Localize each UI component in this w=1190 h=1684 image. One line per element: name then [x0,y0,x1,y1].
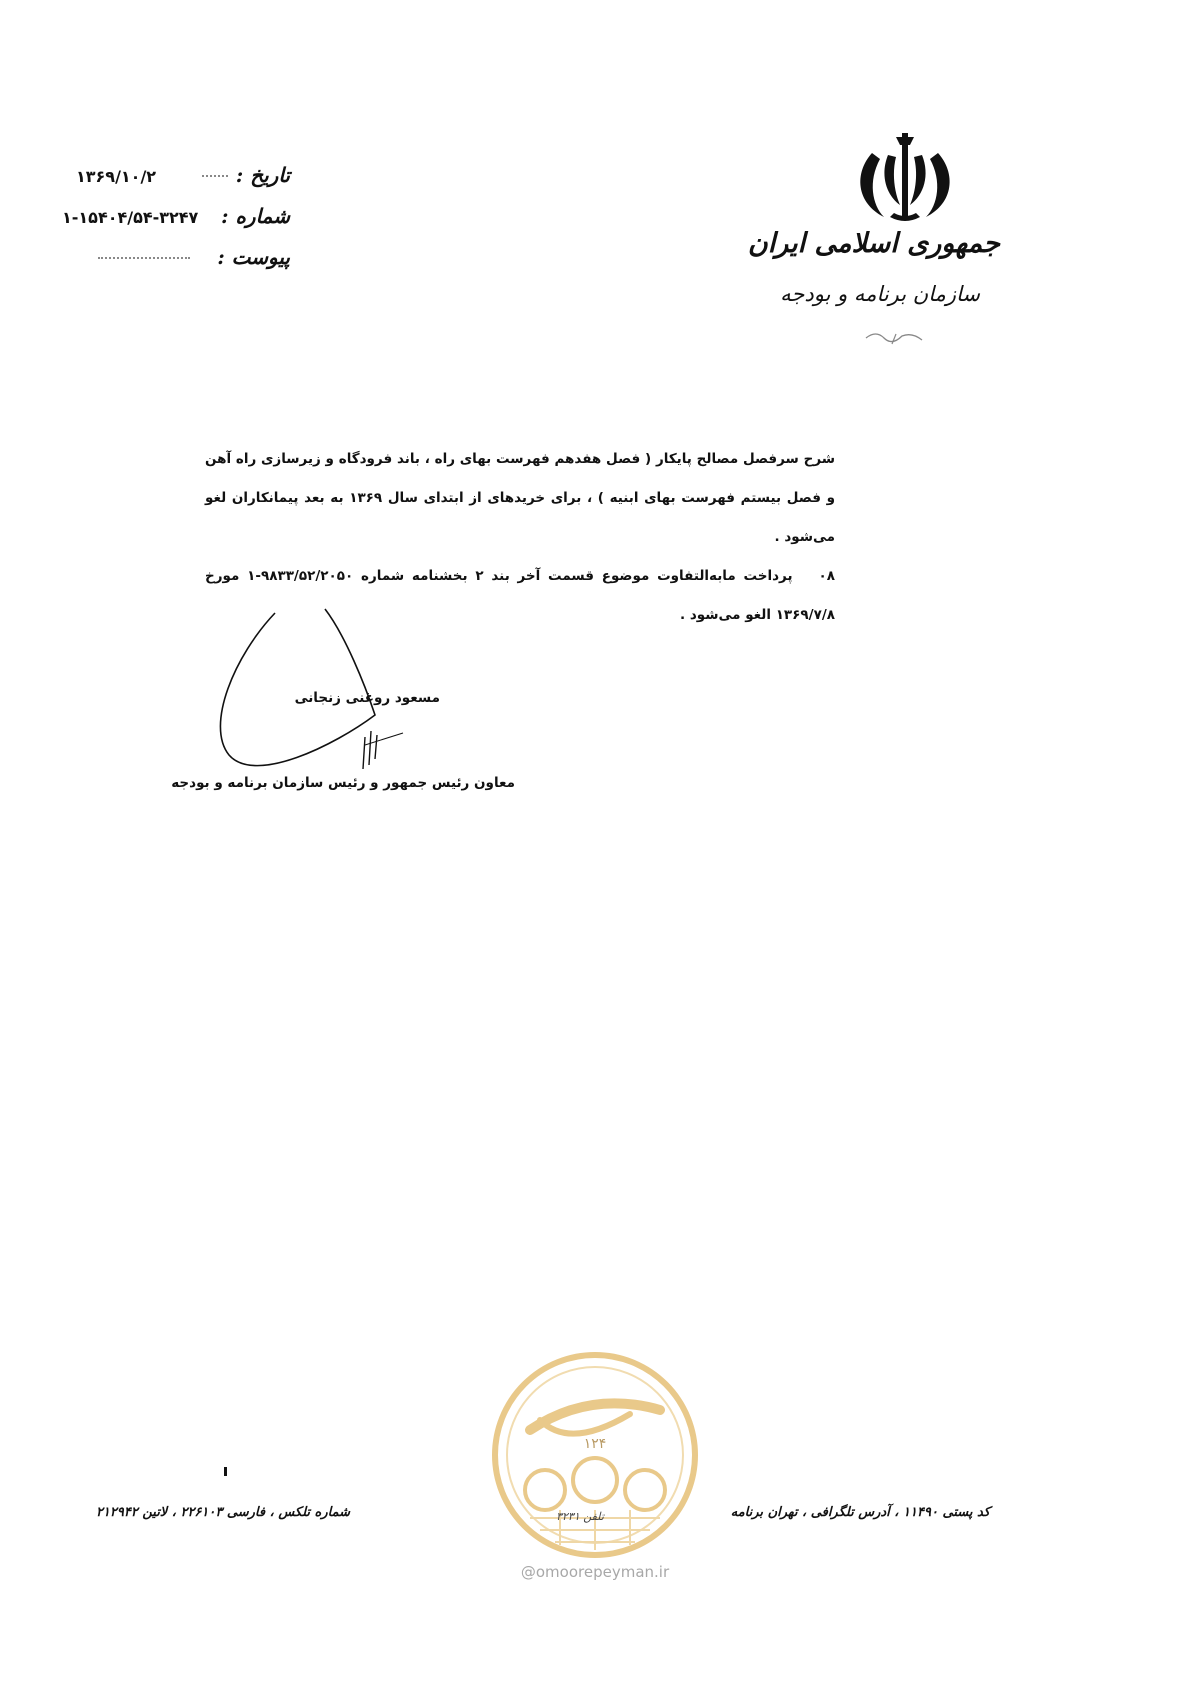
dotted-line [202,175,228,177]
signer-title: معاون رئیس جمهور و رئیس سازمان برنامه و بودجه [171,775,515,791]
item-number: ۰۸ [818,568,836,584]
svg-text:۱۲۴: ۱۲۴ [583,1436,607,1452]
dotted-line [98,257,190,259]
number-row [50,204,290,234]
watermark-stamp [490,1350,700,1560]
footer-address: کد پستی ۱۱۴۹۰ ، آدرس تلگرافی ، تهران برنامه [730,1505,990,1520]
footer-phone: تلفن ۳۲۳۱ [556,1510,604,1523]
handwritten-mark [862,320,932,350]
attachment-row [50,245,290,275]
letterhead-country: جمهوری اسلامی ایران [747,228,1000,259]
scan-speck [224,1467,227,1476]
footer-telex: شماره تلکس ، فارسی ۲۲۶۱۰۳ ، لاتین ۲۱۲۹۴۲ [95,1505,350,1520]
iran-emblem-icon [850,125,960,225]
date-label: تاریخ : [235,163,290,187]
number-value: ۱-۱۵۴۰۴/۵۴-۳۲۴۷ [62,208,199,227]
number-label: شماره : [221,204,290,228]
watermark-handle: @omoorepeyman.ir [520,1563,670,1581]
body-paragraph: شرح سرفصل مصالح پایکار ( فصل هفدهم فهرست بهای راه ، باند فرودگاه و زیرسازی راه آهن و فصل بیستم فهرست بهای ابنیه ) ، برای خریدهای از ابتدای سال ۱۳۶۹ به بعد پیمانکاران لغو می‌شود . [205,451,835,545]
date-value: ۱۳۶۹/۱۰/۲ [76,167,157,186]
letterhead-organization: سازمان برنامه و بودجه [780,282,980,306]
item-text: پرداخت مابه‌التفاوت موضوع قسمت آخر بند ۲ بخشنامه شماره ۹۸۳۳/۵۲/۲۰۵۰-۱ مورخ ۱۳۶۹/۷/۸ الغو می‌شود . [205,568,835,623]
date-row [50,163,290,193]
signer-name: مسعود روغنی زنجانی [294,690,440,706]
attachment-label: پیوست : [217,245,290,269]
